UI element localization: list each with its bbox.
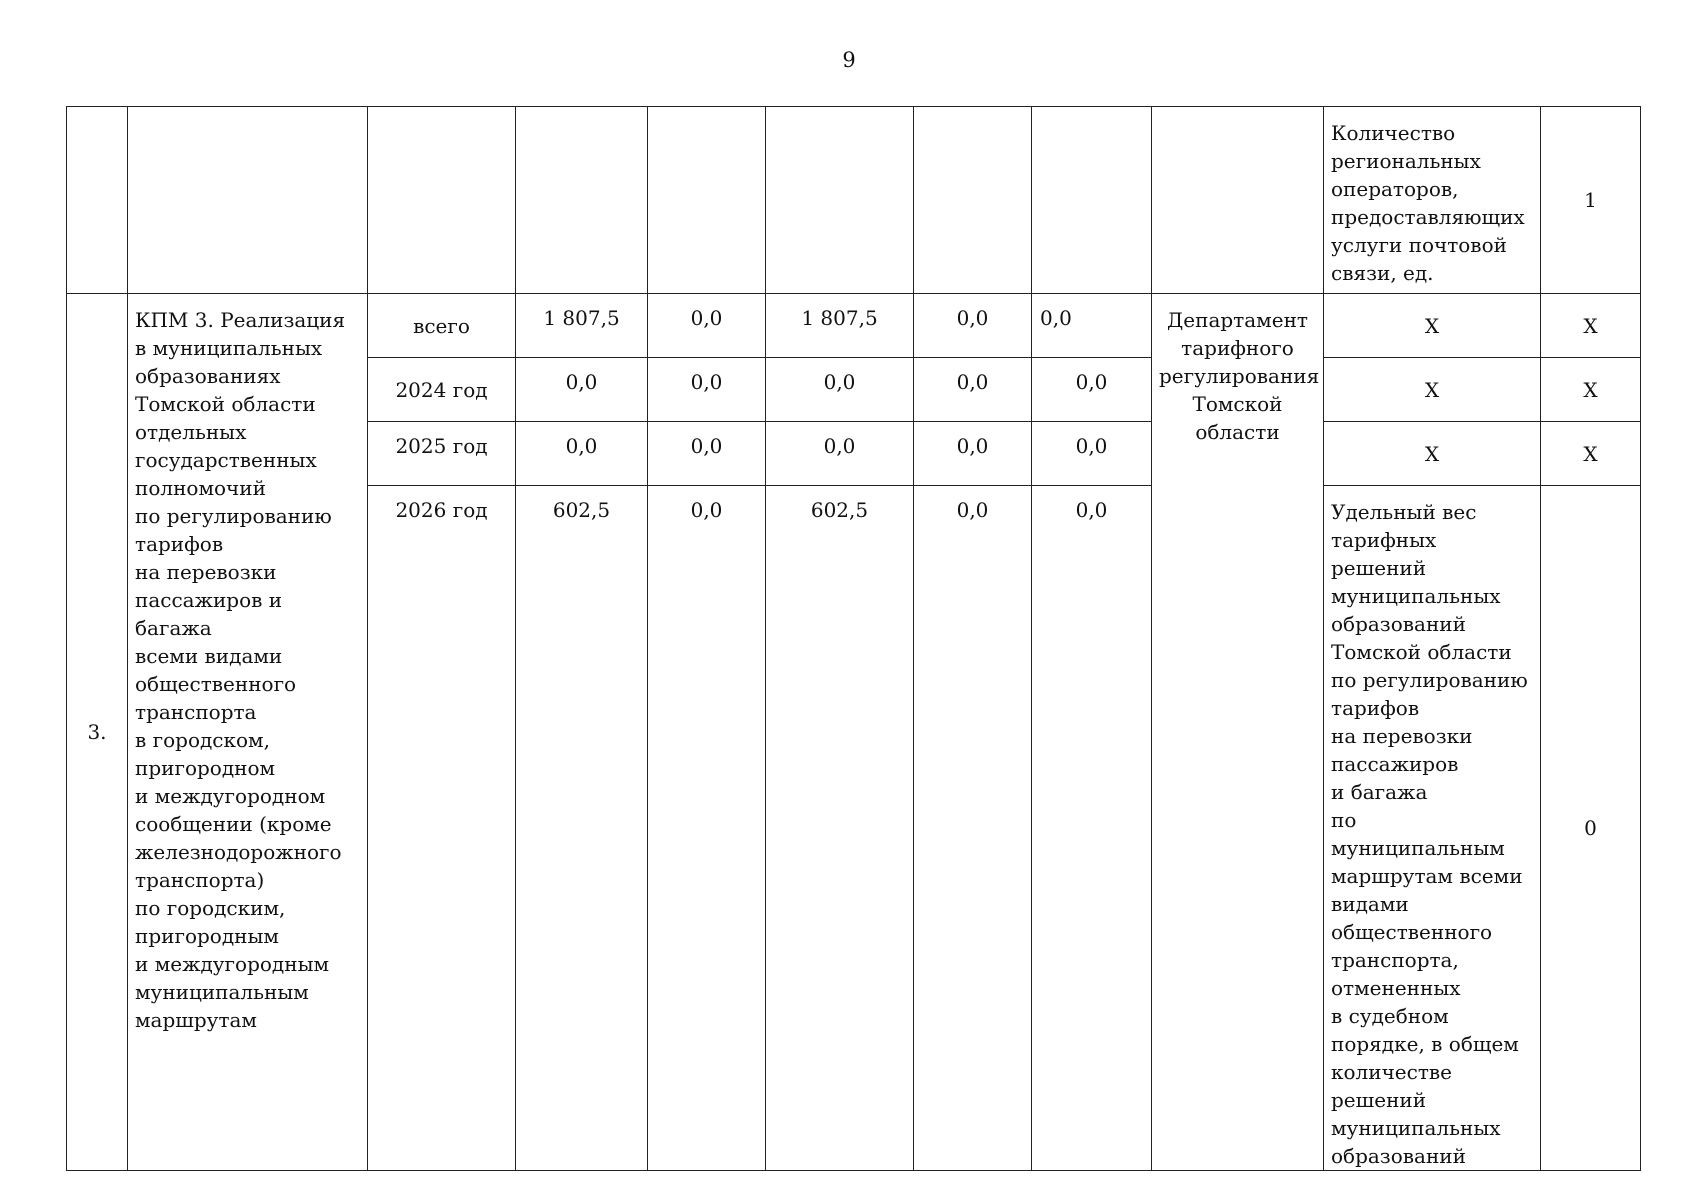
executor-cell: Департамент тарифного регулирования Томской области [1152,294,1324,1171]
indicator-cell: Количество региональных операторов, предоставляющих услуги почтовой связи, ед. [1324,107,1541,294]
value-cell: 0,0 [914,358,1032,422]
indicator-value-cell: 1 [1541,107,1641,294]
indicator-cell: X [1324,422,1541,486]
value-cell: 0,0 [914,294,1032,358]
value-cell: 0,0 [648,486,766,1171]
value-cell: 0,0 [648,422,766,486]
empty-cell [516,107,648,294]
value-cell: 0,0 [914,486,1032,1171]
empty-cell [1032,107,1152,294]
table-row [67,294,1641,358]
value-cell: 0,0 [914,422,1032,486]
value-cell: 1 807,5 [516,294,648,358]
period-cell: 2026 год [368,486,516,1171]
value-cell: 0,0 [1032,294,1152,358]
period-cell: всего [368,294,516,358]
value-cell: 0,0 [1032,486,1152,1171]
value-cell: 0,0 [516,422,648,486]
value-cell: 602,5 [516,486,648,1171]
empty-cell [914,107,1032,294]
value-cell: 0,0 [766,358,914,422]
indicator-value-cell: X [1541,294,1641,358]
section-title-cell: КПМ 3. Реализация в муниципальных образованиях Томской области отдельных государственных полномочий по регулированию тарифов на перевозки пассажиров и багажа всеми видами общественного транспорта в городском, пригородном и междугородном сообщении (кроме железнодорожного транспорта) по городским, пригородным и междугородным муниципальным маршрутам [128,294,368,1171]
indicator-value-cell: X [1541,422,1641,486]
empty-cell [128,107,368,294]
empty-cell [368,107,516,294]
indicator-value-cell: 0 [1541,486,1641,1171]
empty-cell [1152,107,1324,294]
indicator-cell: X [1324,358,1541,422]
period-cell: 2024 год [368,358,516,422]
value-cell: 1 807,5 [766,294,914,358]
table-row [67,107,1641,294]
value-cell: 602,5 [766,486,914,1171]
page-number: 9 [842,48,856,72]
indicator-value-cell: X [1541,358,1641,422]
value-cell: 0,0 [1032,358,1152,422]
empty-cell [766,107,914,294]
section-number-cell: 3. [67,294,128,1171]
value-cell: 0,0 [1032,422,1152,486]
empty-cell [67,107,128,294]
value-cell: 0,0 [648,294,766,358]
value-cell: 0,0 [648,358,766,422]
indicator-cell: Удельный вес тарифных решений муниципальных образований Томской области по регулированию тарифов на перевозки пассажиров и багажа по муниципальным маршрутам всеми видами общественного транспорта, отмененных в судебном порядке, в общем количестве решений муниципальных образований [1324,486,1541,1171]
program-table [66,106,1641,1171]
empty-cell [648,107,766,294]
period-cell: 2025 год [368,422,516,486]
value-cell: 0,0 [766,422,914,486]
indicator-cell: X [1324,294,1541,358]
value-cell: 0,0 [516,358,648,422]
